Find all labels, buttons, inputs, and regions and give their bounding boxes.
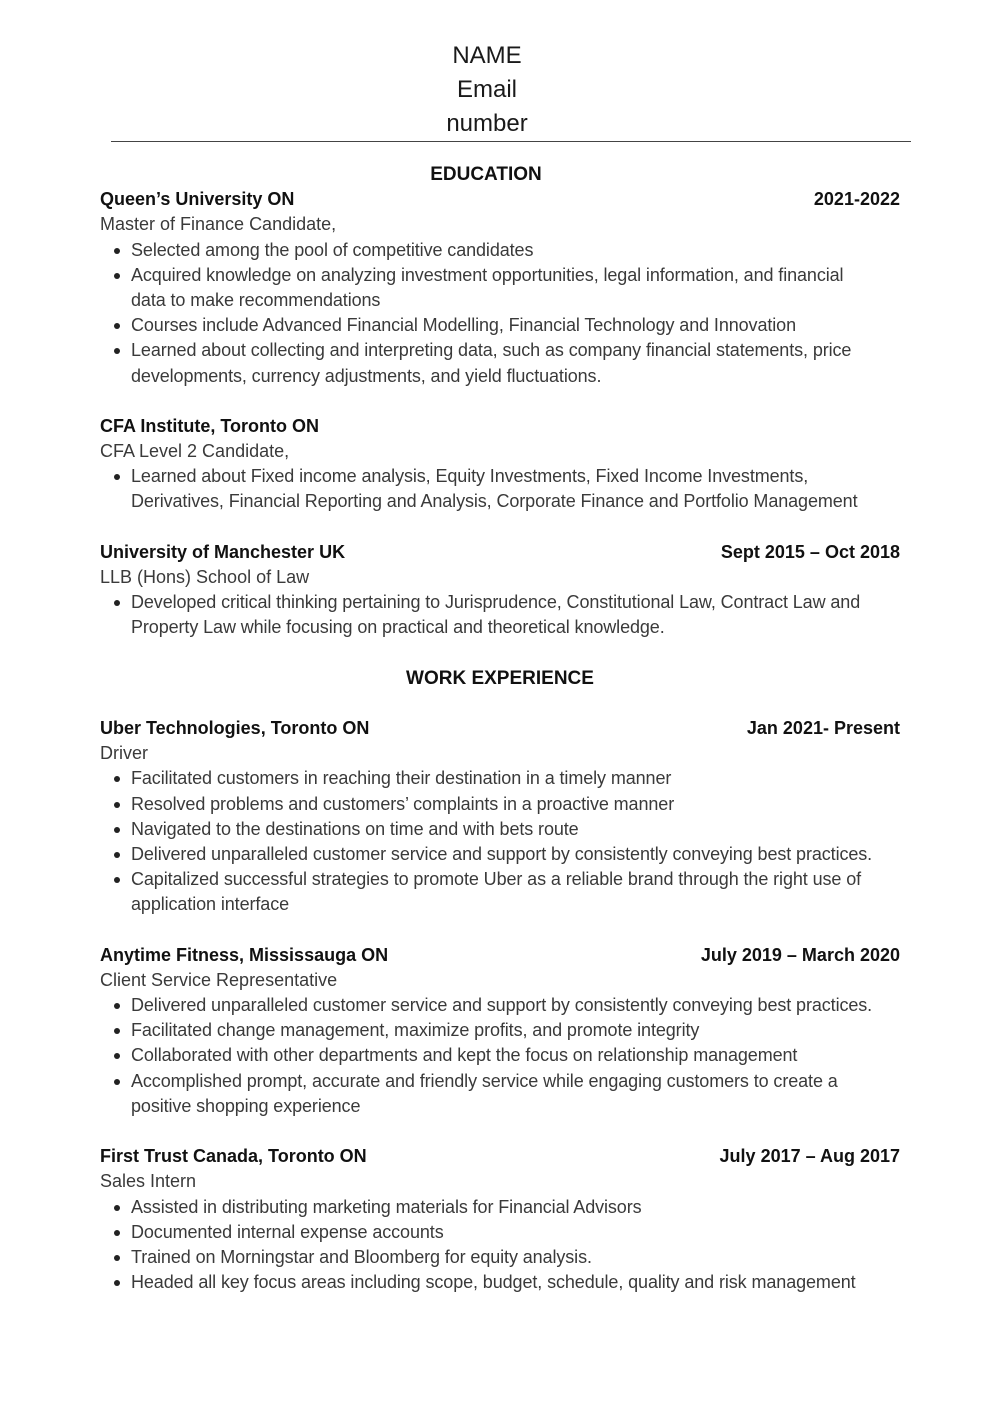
bullet-text: Documented internal expense accounts [131, 1221, 444, 1242]
date-range: Jan 2021- Present [746, 717, 900, 738]
role-title: Master of Finance Candidate, [100, 214, 337, 235]
bullet-text: Derivatives, Financial Reporting and Analysis, Corporate Finance and Portfolio Management [131, 491, 858, 512]
bullet-item [100, 1043, 900, 1068]
bullet-text: Collaborated with other departments and kept the focus on relationship management [131, 1045, 798, 1066]
bullet-text: Delivered unparalleled customer service and support by consistently conveying best practices. [131, 995, 873, 1015]
bullet-text: Property Law while focusing on practical and theoretical knowledge. [131, 617, 665, 638]
bullet-text: Learned about Fixed income analysis, Equity Investments, Fixed Income Investments, [131, 466, 809, 487]
candidate-number: number [446, 110, 528, 137]
bullet-item [100, 792, 900, 817]
bullet-list [100, 238, 900, 389]
date-range: July 2017 – Aug 2017 [719, 1146, 900, 1167]
bullet-text: Facilitated change management, maximize profits, and promote integrity [131, 1020, 700, 1041]
entry [100, 1144, 900, 1295]
bullet-text: Resolved problems and customers’ complaints in a proactive manner [131, 793, 675, 814]
bullet-list [100, 1195, 900, 1296]
entry [100, 716, 900, 918]
bullet-item [100, 1018, 900, 1043]
candidate-email: Email [456, 76, 517, 103]
organization: Anytime Fitness, Mississauga ON [100, 944, 389, 965]
bullet-list [100, 590, 900, 640]
bullet-list [100, 993, 900, 1119]
bullet-item [100, 1195, 900, 1220]
education-heading: EDUCATION [430, 164, 542, 185]
bullet-item [100, 1220, 900, 1245]
bullet-item [100, 766, 900, 791]
header-divider [111, 141, 911, 142]
bullet-text: Headed all key focus areas including scope, budget, schedule, quality and risk management [131, 1272, 856, 1293]
bullet-text: Capitalized successful strategies to promote Uber as a reliable brand through the right use of [131, 869, 862, 890]
bullet-item [100, 993, 900, 1018]
bullet-text: Assisted in distributing marketing materials for Financial Advisors [131, 1196, 642, 1217]
bullet-text: Navigated to the destinations on time and with bets route [131, 818, 579, 839]
bullet-text: Courses include Advanced Financial Modelling, Financial Technology and Innovation [131, 315, 796, 336]
role-title: LLB (Hons) School of Law [100, 567, 310, 587]
bullet-text: Selected among the pool of competitive candidates [131, 239, 534, 260]
bullet-item [100, 238, 900, 263]
organization: First Trust Canada, Toronto ON [100, 1146, 367, 1167]
bullet-text: Trained on Morningstar and Bloomberg for equity analysis. [131, 1246, 592, 1267]
bullet-text: Accomplished prompt, accurate and friendly service while engaging customers to create a [131, 1070, 838, 1091]
date-range: July 2019 – March 2020 [700, 944, 900, 965]
education-section [100, 187, 900, 640]
work-experience-section [100, 716, 900, 1295]
bullet-item [100, 817, 900, 842]
role-title: Client Service Representative [100, 969, 338, 990]
bullet-text: application interface [131, 894, 290, 915]
date-range: 2021-2022 [813, 189, 900, 210]
bullet-item [100, 842, 900, 867]
entry-header [100, 716, 900, 741]
entry-header [100, 187, 900, 212]
entry-header [100, 414, 900, 439]
role-title: Driver [100, 743, 148, 764]
organization: Uber Technologies, Toronto ON [100, 717, 370, 738]
entry [100, 187, 900, 389]
organization: CFA Institute, Toronto ON [100, 415, 319, 436]
bullet-item [100, 313, 900, 338]
bullet-item [100, 464, 900, 514]
bullet-text: Delivered unparalleled customer service and support by consistently conveying best practices. [131, 843, 873, 864]
bullet-text: developments, currency adjustments, and yield fluctuations. [131, 365, 602, 386]
date-range: Sept 2015 – Oct 2018 [720, 541, 900, 562]
bullet-item [100, 867, 900, 917]
bullet-list [100, 766, 900, 917]
entry [100, 414, 900, 515]
candidate-name: NAME [452, 42, 522, 69]
bullet-text: Facilitated customers in reaching their destination in a timely manner [131, 768, 672, 789]
bullet-item [100, 1270, 900, 1295]
bullet-text: Learned about collecting and interpreting data, such as company financial statements, price [131, 340, 852, 361]
bullet-text: positive shopping experience [131, 1095, 361, 1116]
bullet-item [100, 263, 900, 313]
bullet-list [100, 464, 900, 514]
bullet-item [100, 1245, 900, 1270]
bullet-item [100, 1069, 900, 1119]
bullet-text: Developed critical thinking pertaining to Jurisprudence, Constitutional Law, Contract Law and [131, 592, 861, 613]
role-title: CFA Level 2 Candidate, [100, 441, 290, 462]
resume-header [0, 39, 974, 141]
entry-header [100, 540, 900, 565]
entry-header [100, 1144, 900, 1169]
bullet-item [100, 590, 900, 640]
entry [100, 540, 900, 641]
bullet-text: Acquired knowledge on analyzing investment opportunities, legal information, and financial [131, 264, 844, 285]
role-title: Sales Intern [100, 1171, 197, 1192]
entry-header [100, 943, 900, 968]
organization: Queen’s University ON [100, 189, 295, 210]
resume-body [100, 162, 900, 1320]
bullet-text: data to make recommendations [131, 289, 381, 310]
work-experience-heading: WORK EXPERIENCE [406, 667, 594, 689]
bullet-item [100, 338, 900, 388]
organization: University of Manchester UK [100, 541, 346, 562]
entry [100, 943, 900, 1119]
